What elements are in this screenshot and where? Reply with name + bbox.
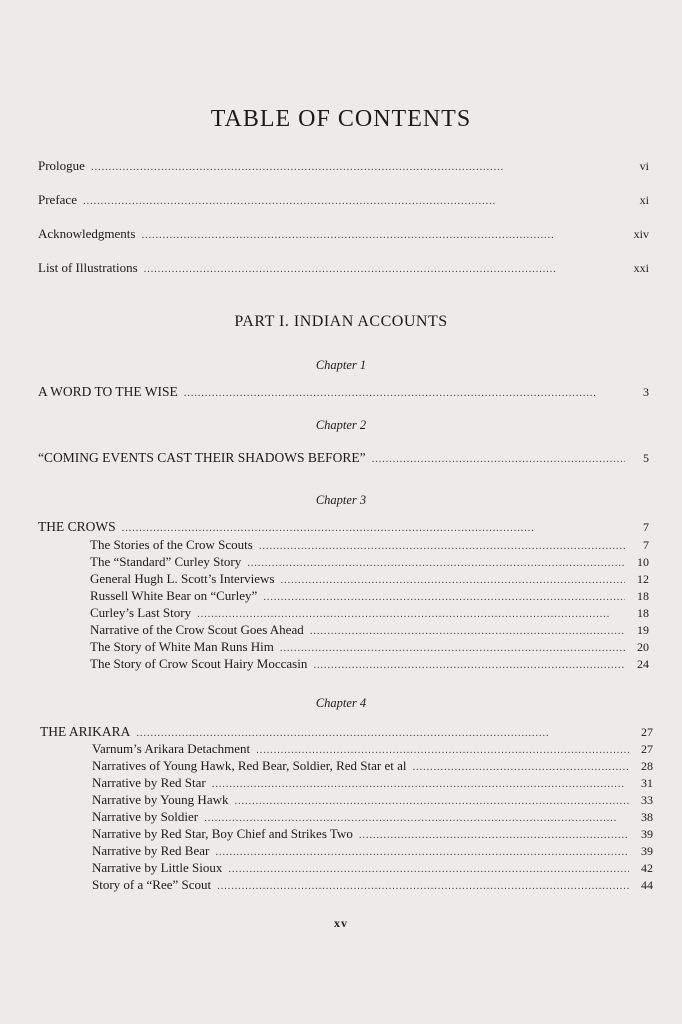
chapter-heading: Chapter 4 xyxy=(315,696,367,710)
dot-leader xyxy=(204,812,629,824)
toc-entry xyxy=(38,260,649,276)
toc-entry-label: Narrative by Red Star xyxy=(92,775,206,790)
toc-entry-label: Prologue xyxy=(38,158,85,173)
toc-entry-label: Varnum’s Arikara Detachment xyxy=(92,741,251,756)
toc-subentry xyxy=(92,775,653,791)
toc-subentry xyxy=(92,792,653,808)
toc-entry xyxy=(38,192,649,208)
toc-entry-label: Story of a “Ree” Scout xyxy=(92,877,212,892)
toc-entry-page: 42 xyxy=(641,861,653,875)
dot-leader xyxy=(280,574,625,586)
toc-entry-label: THE CROWS xyxy=(38,519,116,534)
dot-leader xyxy=(217,880,629,892)
toc-subentry xyxy=(90,622,649,638)
toc-entry-page: 44 xyxy=(641,878,653,892)
dot-leader xyxy=(228,863,629,875)
toc-entry-label: Narratives of Young Hawk, Red Bear, Soldier, Red Star et al xyxy=(92,758,407,773)
chapter-title-entry xyxy=(38,519,649,535)
dot-leader xyxy=(247,557,625,569)
toc-entry-page: 33 xyxy=(641,793,653,807)
toc-entry-page: xiv xyxy=(633,227,649,241)
toc-subentry xyxy=(90,639,649,655)
dot-leader xyxy=(413,761,629,773)
dot-leader xyxy=(184,387,625,399)
chapter-heading: Chapter 3 xyxy=(315,493,367,507)
part-heading: PART I. INDIAN ACCOUNTS xyxy=(234,313,448,330)
toc-entry-page: 10 xyxy=(637,555,649,569)
toc-subentry xyxy=(90,554,649,570)
toc-entry-page: 24 xyxy=(637,657,649,671)
dot-leader xyxy=(313,659,625,671)
page-number-folio: xv xyxy=(334,916,348,930)
dot-leader xyxy=(136,727,629,739)
toc-entry-label: The Story of Crow Scout Hairy Moccasin xyxy=(90,656,308,671)
dot-leader xyxy=(280,642,625,654)
toc-entry-page: vi xyxy=(639,159,649,173)
dot-leader xyxy=(91,161,625,173)
dot-leader xyxy=(83,195,625,207)
toc-subentry xyxy=(90,537,649,553)
toc-entry-label: The Story of White Man Runs Him xyxy=(90,639,274,654)
toc-entry-page: 19 xyxy=(637,623,649,637)
chapter-heading: Chapter 2 xyxy=(315,418,367,432)
toc-entry-page: xi xyxy=(639,193,649,207)
dot-leader xyxy=(144,263,624,275)
toc-entry-label: Preface xyxy=(38,192,77,207)
toc-entry-page: 39 xyxy=(641,827,653,841)
toc-entry xyxy=(38,158,649,174)
toc-entry-page: 27 xyxy=(641,725,653,739)
chapter-title-entry xyxy=(38,384,649,400)
dot-leader xyxy=(259,540,625,552)
chapter-title-entry xyxy=(40,724,653,740)
toc-entry-label: The Stories of the Crow Scouts xyxy=(90,537,253,552)
toc-entry-page: 27 xyxy=(641,742,653,756)
dot-leader xyxy=(310,625,625,637)
toc-subentry xyxy=(90,605,649,621)
dot-leader xyxy=(122,522,625,534)
toc-entry-label: Narrative by Red Star, Boy Chief and Strikes Two xyxy=(92,826,353,841)
toc-entry-page: 3 xyxy=(643,385,649,399)
toc-entry-page: 31 xyxy=(641,776,653,790)
toc-entry-page: 7 xyxy=(643,520,649,534)
dot-leader xyxy=(359,829,629,841)
toc-entry-label: Russell White Bear on “Curley” xyxy=(90,588,258,603)
toc-entry-label: Acknowledgments xyxy=(38,226,136,241)
toc-entry xyxy=(38,226,649,242)
toc-subentry xyxy=(90,571,649,587)
chapter-title-entry xyxy=(38,450,649,466)
toc-subentry xyxy=(90,588,649,604)
toc-subentry xyxy=(92,860,653,876)
toc-entry-label: “COMING EVENTS CAST THEIR SHADOWS BEFORE” xyxy=(38,450,366,465)
dot-leader xyxy=(234,795,629,807)
dot-leader xyxy=(215,846,629,858)
dot-leader xyxy=(372,453,625,465)
toc-subentry xyxy=(90,656,649,672)
toc-entry-label: The “Standard” Curley Story xyxy=(90,554,242,569)
toc-subentry xyxy=(92,843,653,859)
toc-entry-label: THE ARIKARA xyxy=(40,724,131,739)
toc-entry-page: 12 xyxy=(637,572,649,586)
toc-entry-page: 18 xyxy=(637,589,649,603)
toc-entry-label: Narrative by Young Hawk xyxy=(92,792,229,807)
toc-entry-page: 39 xyxy=(641,844,653,858)
toc-entry-label: General Hugh L. Scott’s Interviews xyxy=(90,571,275,586)
toc-entry-page: xxi xyxy=(633,261,649,275)
toc-subentry xyxy=(92,758,653,774)
dot-leader xyxy=(263,591,625,603)
toc-entry-page: 28 xyxy=(641,759,653,773)
toc-entry-label: Narrative of the Crow Scout Goes Ahead xyxy=(90,622,304,637)
dot-leader xyxy=(141,229,623,241)
chapter-heading: Chapter 1 xyxy=(315,358,367,372)
toc-entry-page: 18 xyxy=(637,606,649,620)
toc-entry-label: A WORD TO THE WISE xyxy=(38,384,178,399)
toc-entry-label: Narrative by Red Bear xyxy=(92,843,210,858)
toc-entry-label: List of Illustrations xyxy=(38,260,138,275)
toc-entry-page: 20 xyxy=(637,640,649,654)
dot-leader xyxy=(197,608,625,620)
toc-subentry xyxy=(92,741,653,757)
toc-entry-label: Narrative by Little Sioux xyxy=(92,860,223,875)
toc-subentry xyxy=(92,826,653,842)
toc-entry-label: Narrative by Soldier xyxy=(92,809,199,824)
toc-subentry xyxy=(92,877,653,893)
toc-subentry xyxy=(92,809,653,825)
toc-entry-page: 7 xyxy=(643,538,649,552)
page-title: TABLE OF CONTENTS xyxy=(210,106,472,132)
toc-entry-page: 38 xyxy=(641,810,653,824)
toc-entry-label: Curley’s Last Story xyxy=(90,605,192,620)
dot-leader xyxy=(212,778,629,790)
toc-entry-page: 5 xyxy=(643,451,649,465)
dot-leader xyxy=(256,744,629,756)
